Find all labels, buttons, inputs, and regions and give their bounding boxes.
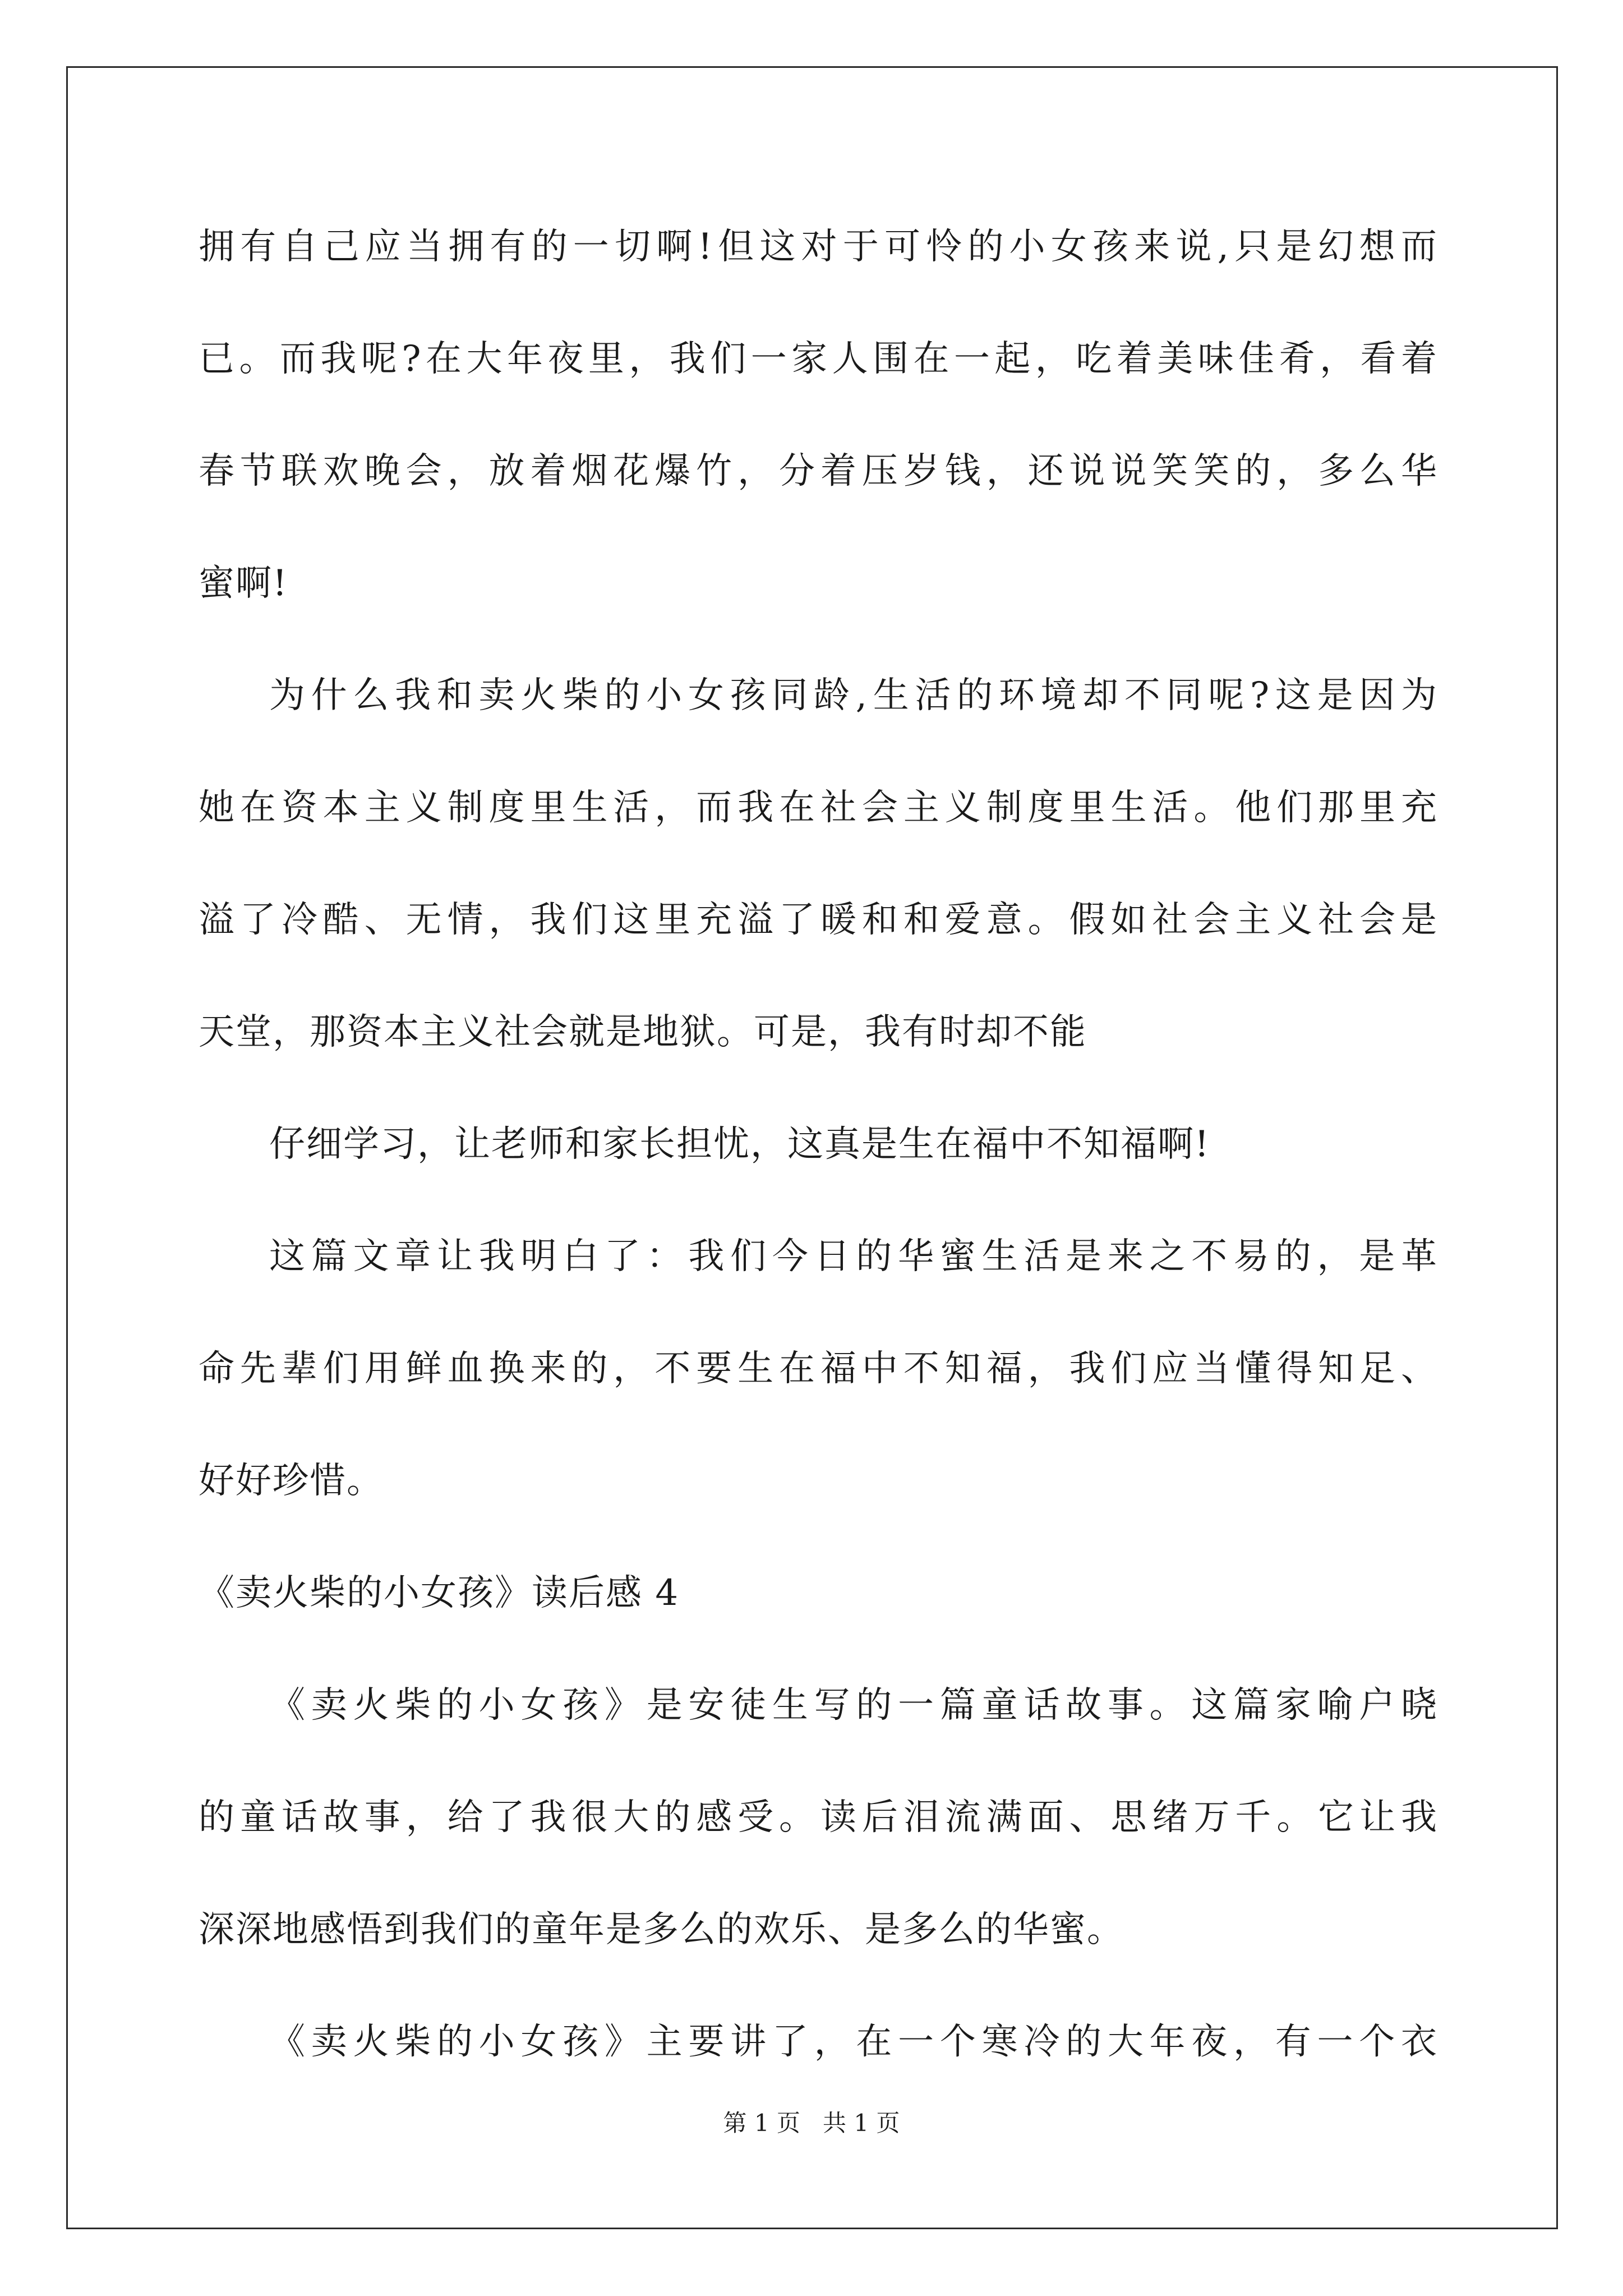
section-heading: 《卖火柴的小女孩》读后感 4	[199, 1572, 680, 1614]
paragraph-line: 她在资本主义制度里生活，而我在社会主义制度里生活。他们那里充	[199, 787, 1438, 829]
paragraph-line: 《卖火柴的小女孩》主要讲了，在一个寒冷的大年夜，有一个衣	[269, 2021, 1438, 2063]
paragraph-line: 春节联欢晚会，放着烟花爆竹，分着压岁钱，还说说笑笑的，多么华	[199, 450, 1438, 492]
paragraph-line: 已。而我呢?在大年夜里，我们一家人围在一起，吃着美味佳肴，看着	[199, 338, 1438, 380]
paragraph-line: 仔细学习，让老师和家长担忧，这真是生在福中不知福啊!	[269, 1124, 1210, 1165]
page-footer: 第 1 页 共 1 页	[723, 2109, 900, 2137]
paragraph-line: 天堂，那资本主义社会就是地狱。可是，我有时却不能	[199, 1011, 1087, 1053]
paragraph-line: 《卖火柴的小女孩》是安徒生写的一篇童话故事。这篇家喻户晓	[269, 1685, 1438, 1726]
paragraph-line: 溢了冷酷、无情，我们这里充溢了暖和和爱意。假如社会主义社会是	[199, 899, 1438, 941]
paragraph-line: 好好珍惜。	[199, 1460, 384, 1502]
paragraph-line: 为什么我和卖火柴的小女孩同龄,生活的环境却不同呢?这是因为	[269, 675, 1438, 716]
paragraph-line: 命先辈们用鲜血换来的，不要生在福中不知福，我们应当懂得知足、	[199, 1348, 1438, 1389]
paragraph-line: 蜜啊!	[199, 563, 288, 604]
paragraph-line: 深深地感悟到我们的童年是多么的欢乐、是多么的华蜜。	[199, 1909, 1124, 1950]
paragraph-line: 的童话故事，给了我很大的感受。读后泪流满面、思绪万千。它让我	[199, 1797, 1438, 1838]
paragraph-line: 这篇文章让我明白了：我们今日的华蜜生活是来之不易的，是革	[269, 1236, 1438, 1277]
paragraph-line: 拥有自己应当拥有的一切啊!但这对于可怜的小女孩来说,只是幻想而	[199, 226, 1438, 268]
